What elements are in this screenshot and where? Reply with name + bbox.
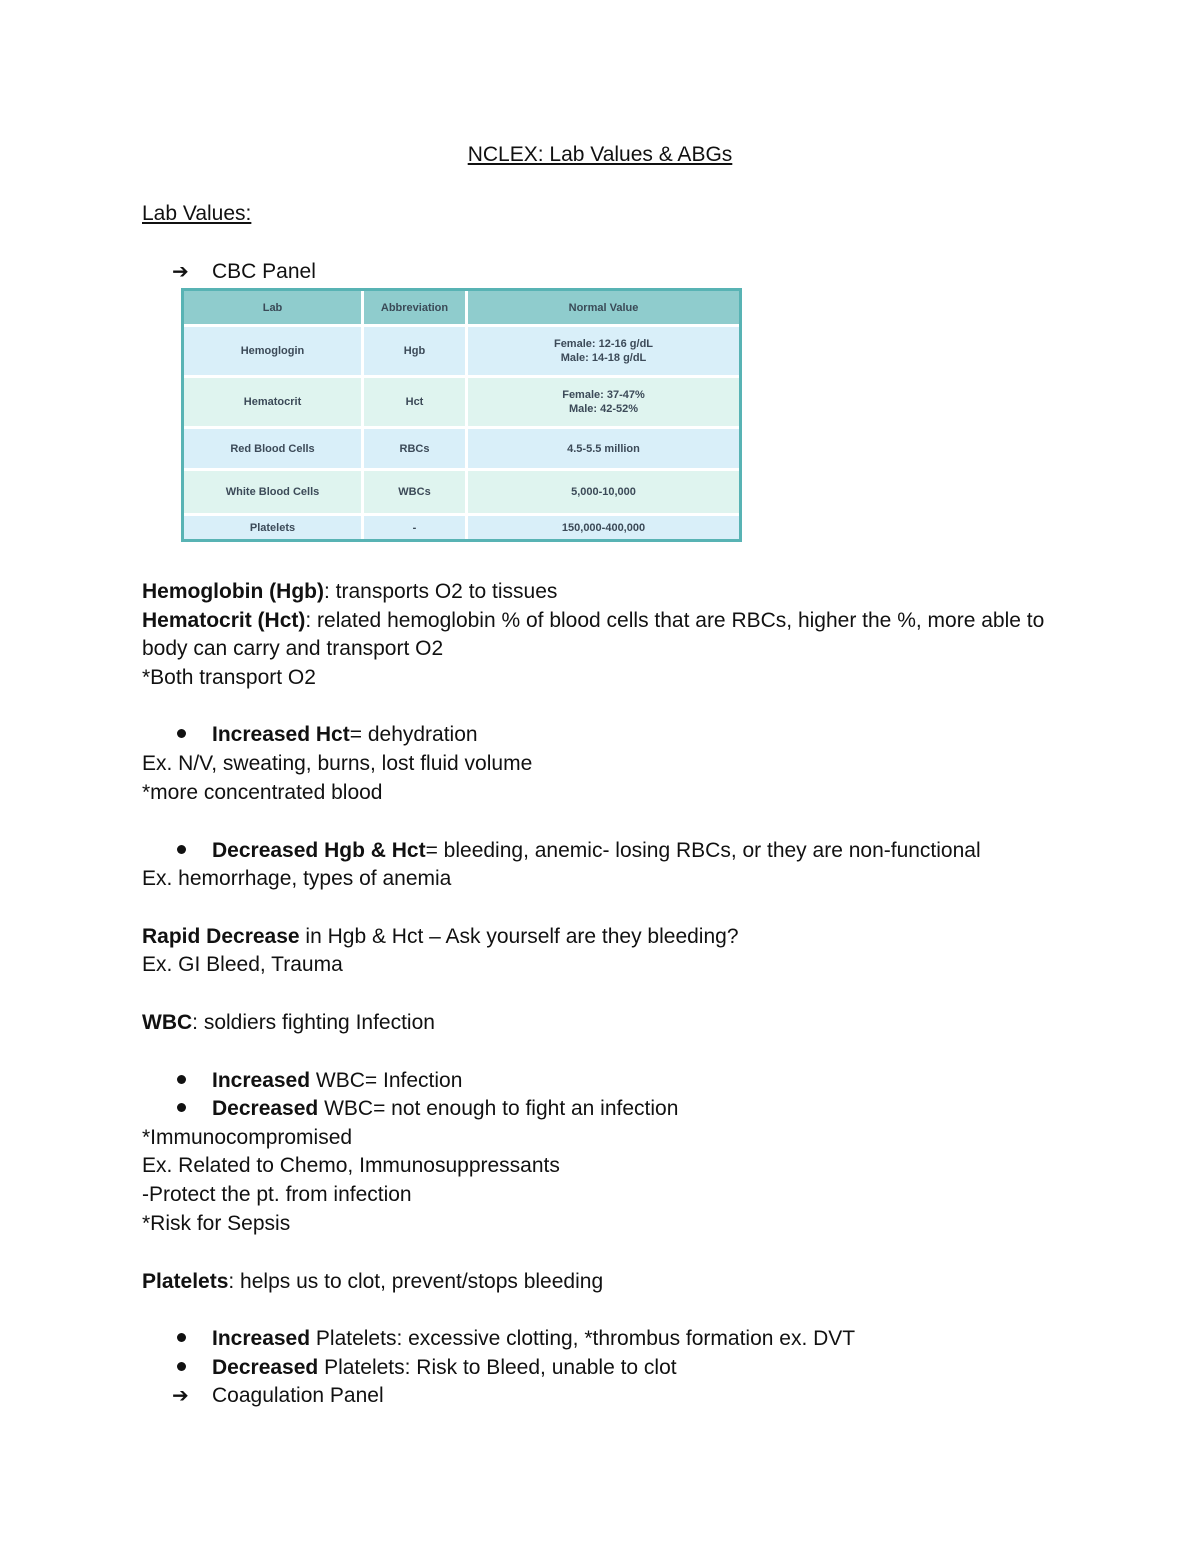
hct-definition: [142, 607, 1044, 635]
value-line: Male: 14-18 g/dL: [560, 352, 647, 364]
note: *Immunocompromised: [142, 1126, 353, 1149]
item-text: in Hgb & Hct – Ask yourself are they bleeding?: [299, 925, 739, 948]
term: Hemoglobin (Hgb): [142, 580, 324, 603]
table-cell-value: [468, 378, 739, 426]
note: *Risk for Sepsis: [142, 1212, 291, 1235]
table-cell-lab: Hemoglogin: [184, 327, 361, 375]
term: Increased Hct: [212, 723, 350, 746]
definition-text: : transports O2 to tissues: [323, 580, 558, 603]
term: Platelets: [142, 1270, 229, 1293]
bullet-icon: [177, 1362, 186, 1371]
term: Increased: [212, 1069, 311, 1092]
cbc-panel-item: [172, 258, 316, 286]
coag-panel-item: [172, 1382, 384, 1410]
table-cell-lab: White Blood Cells: [184, 471, 361, 513]
note: -Protect the pt. from infection: [142, 1183, 412, 1206]
cbc-panel-label: CBC Panel: [212, 260, 316, 283]
item-text: Platelets: Risk to Bleed, unable to clot: [318, 1356, 677, 1379]
item-text: WBC= not enough to fight an infection: [318, 1097, 679, 1120]
list-item: [172, 1067, 462, 1095]
hgb-definition: [142, 578, 557, 606]
term: Decreased: [212, 1097, 319, 1120]
list-item: [172, 721, 478, 749]
table-cell-value: 5,000-10,000: [468, 471, 739, 513]
wbc-definition: [142, 1009, 435, 1037]
table-header-cell: Normal Value: [468, 291, 739, 324]
list-item: [172, 1354, 677, 1382]
definition-text: : related hemoglobin % of blood cells that are RBCs, higher the %, more able to: [305, 609, 1045, 632]
table-cell-lab: Platelets: [184, 516, 361, 539]
table-cell-abbr: -: [364, 516, 465, 539]
term: Decreased: [212, 1356, 319, 1379]
example: Ex. N/V, sweating, burns, lost fluid volume: [142, 752, 533, 775]
bullet-icon: [177, 729, 186, 738]
platelets-definition: [142, 1268, 603, 1296]
coag-panel-label: Coagulation Panel: [212, 1384, 384, 1407]
arrow-icon: ➔: [172, 261, 189, 283]
cbc-table: [181, 288, 742, 542]
list-item: [172, 837, 981, 865]
item-text: WBC= Infection: [310, 1069, 463, 1092]
hct-definition-cont: body can carry and transport O2: [142, 637, 444, 660]
bullet-icon: [177, 1075, 186, 1084]
list-item: [172, 1095, 678, 1123]
bullet-icon: [177, 1333, 186, 1342]
item-text: = dehydration: [349, 723, 478, 746]
value-line: Female: 12-16 g/dL: [553, 338, 654, 350]
note: *more concentrated blood: [142, 781, 383, 804]
item-text: = bleeding, anemic- losing RBCs, or they are non-functional: [425, 839, 981, 862]
table-cell-lab: Red Blood Cells: [184, 429, 361, 468]
table-header-cell: Lab: [184, 291, 361, 324]
bullet-icon: [177, 845, 186, 854]
value-line: Male: 42-52%: [568, 403, 639, 415]
table-cell-lab: Hematocrit: [184, 378, 361, 426]
table-cell-value: 4.5-5.5 million: [468, 429, 739, 468]
term: Hematocrit (Hct): [142, 609, 306, 632]
definition-text: : helps us to clot, prevent/stops bleeding: [228, 1270, 604, 1293]
arrow-icon: ➔: [172, 1385, 189, 1407]
list-item: [172, 1325, 855, 1353]
example: Ex. hemorrhage, types of anemia: [142, 867, 452, 890]
term: Increased: [212, 1327, 311, 1350]
table-cell-abbr: Hct: [364, 378, 465, 426]
term: WBC: [142, 1011, 193, 1034]
rapid-decrease: [142, 923, 739, 951]
section-heading: Lab Values:: [142, 202, 252, 225]
table-cell-abbr: WBCs: [364, 471, 465, 513]
page-title: NCLEX: Lab Values & ABGs: [467, 143, 733, 166]
example: Ex. Related to Chemo, Immunosuppressants: [142, 1154, 560, 1177]
table-cell-abbr: Hgb: [364, 327, 465, 375]
table-header-cell: Abbreviation: [364, 291, 465, 324]
term: Rapid Decrease: [142, 925, 300, 948]
note: *Both transport O2: [142, 666, 316, 689]
item-text: Platelets: excessive clotting, *thrombus formation ex. DVT: [310, 1327, 856, 1350]
value-line: Female: 37-47%: [562, 389, 645, 401]
example: Ex. GI Bleed, Trauma: [142, 953, 343, 976]
bullet-icon: [177, 1103, 186, 1112]
term: Decreased Hgb & Hct: [212, 839, 426, 862]
table-cell-value: 150,000-400,000: [468, 516, 739, 539]
table-cell-value: [468, 327, 739, 375]
definition-text: : soldiers fighting Infection: [192, 1011, 435, 1034]
table-cell-abbr: RBCs: [364, 429, 465, 468]
